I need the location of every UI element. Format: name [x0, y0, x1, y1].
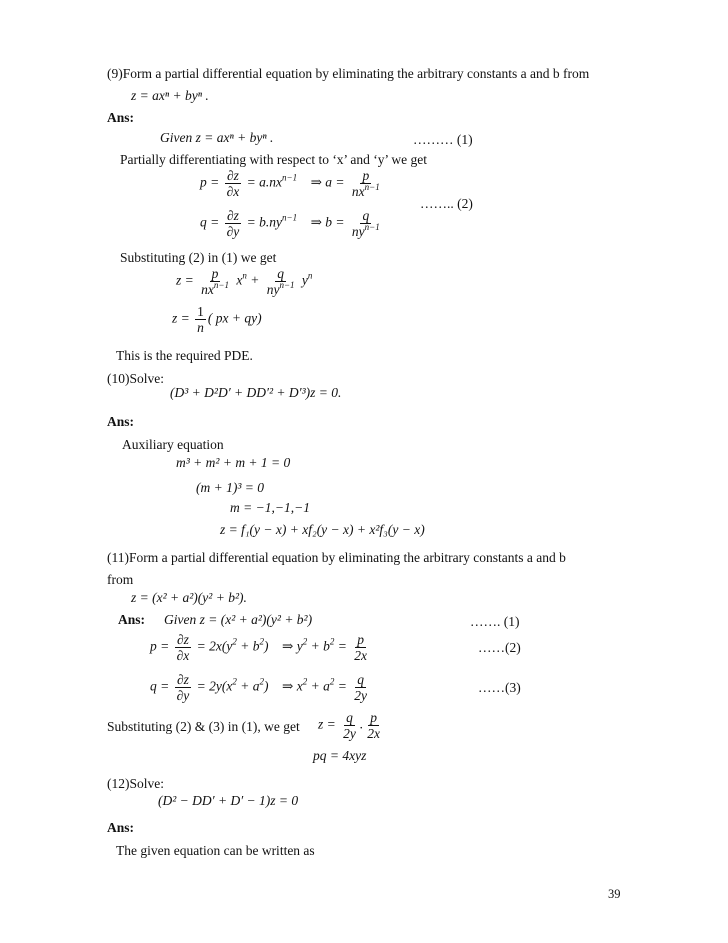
q9-q-derivative: q = $\frac{\partial z}{\partial y}$ = $b.ny^{n-1}$ ⇒ b = $\frac{q}{ny^{n-1}}$: [200, 208, 380, 239]
q11-question: (11)Form a partial differential equation by eliminating the arbitrary constants a and b: [107, 550, 566, 565]
q9-ans-label: Ans:: [107, 110, 135, 125]
q12-ans-label: Ans:: [107, 820, 135, 835]
q11-substituted-equation: z = $\frac{q}{2y}$ . $\frac{p}{2x}$: [318, 710, 380, 741]
q11-given-line: Given z = (x² + a²)(y² + b²): [164, 612, 313, 627]
q11-from: from: [107, 572, 134, 587]
q11-p-derivative: p = $\frac{\partial z}{\partial x}$ = $2x(y^2 + b^2)$ ⇒ $y^2 + b^2$ = $\frac{p}{2x}$: [150, 632, 367, 663]
q10-roots: m = −1,−1,−1: [230, 500, 310, 515]
q11-tag-2: ……(2): [478, 640, 521, 655]
q12-given-line: The given equation can be written as: [116, 843, 315, 858]
q12-label: (12)Solve:: [107, 776, 164, 791]
q12-equation: (D² − DD′ + D′ − 1)z = 0: [158, 793, 299, 808]
q10-auxiliary-text: Auxiliary equation: [122, 437, 224, 452]
q11-result: pq = 4xyz: [313, 748, 367, 763]
q10-equation: (D³ + D²D′ + DD′² + D′³)z = 0.: [170, 385, 342, 400]
q9-given-equation: z = axⁿ + byⁿ .: [131, 88, 209, 103]
q9-conclusion: This is the required PDE.: [116, 348, 253, 363]
q11-tag-1: ……. (1): [470, 614, 520, 629]
q10-aux-eq-1: m³ + m² + m + 1 = 0: [176, 455, 291, 470]
q9-given-line: Given z = axⁿ + byⁿ .: [160, 130, 274, 145]
q9-tag-2: …….. (2): [420, 196, 473, 211]
q10-label: (10)Solve:: [107, 371, 164, 386]
q9-tag-1: ……… (1): [413, 132, 473, 147]
q11-substituting-text: Substituting (2) & (3) in (1), we get: [107, 719, 300, 734]
q9-result-equation: z = $\frac{1}{n}$ ( px + qy): [172, 304, 262, 335]
q10-ans-label: Ans:: [107, 414, 135, 429]
q9-p-derivative: p = $\frac{\partial z}{\partial x}$ = $a.nx^{n-1}$ ⇒ a = $\frac{p}{nx^{n-1}}$: [200, 168, 380, 199]
page-number: 39: [608, 887, 621, 901]
q11-given-equation: z = (x² + a²)(y² + b²).: [131, 590, 247, 605]
q9-substituted-equation: z = $\frac{p}{nx^{n-1}}$ $x^n$ + $\frac{q}{ny^{n-1}}$ $y^n$: [176, 266, 313, 297]
q11-ans-label: Ans:: [118, 612, 146, 627]
q9-substituting-text: Substituting (2) in (1) we get: [120, 250, 277, 265]
q11-q-derivative: q = $\frac{\partial z}{\partial y}$ = $2y(x^2 + a^2)$ ⇒ $x^2 + a^2$ = $\frac{q}{2y}$: [150, 672, 367, 703]
q9-partially-text: Partially differentiating with respect to ‘x’ and ‘y’ we get: [120, 152, 428, 167]
q11-tag-3: ……(3): [478, 680, 521, 695]
q10-solution: z = f₁(y − x) + xf₂(y − x) + x²f₃(y − x): [220, 522, 425, 537]
q9-question: (9)Form a partial differential equation by eliminating the arbitrary constants a and b from: [107, 66, 590, 81]
q10-aux-eq-2: (m + 1)³ = 0: [196, 480, 265, 495]
